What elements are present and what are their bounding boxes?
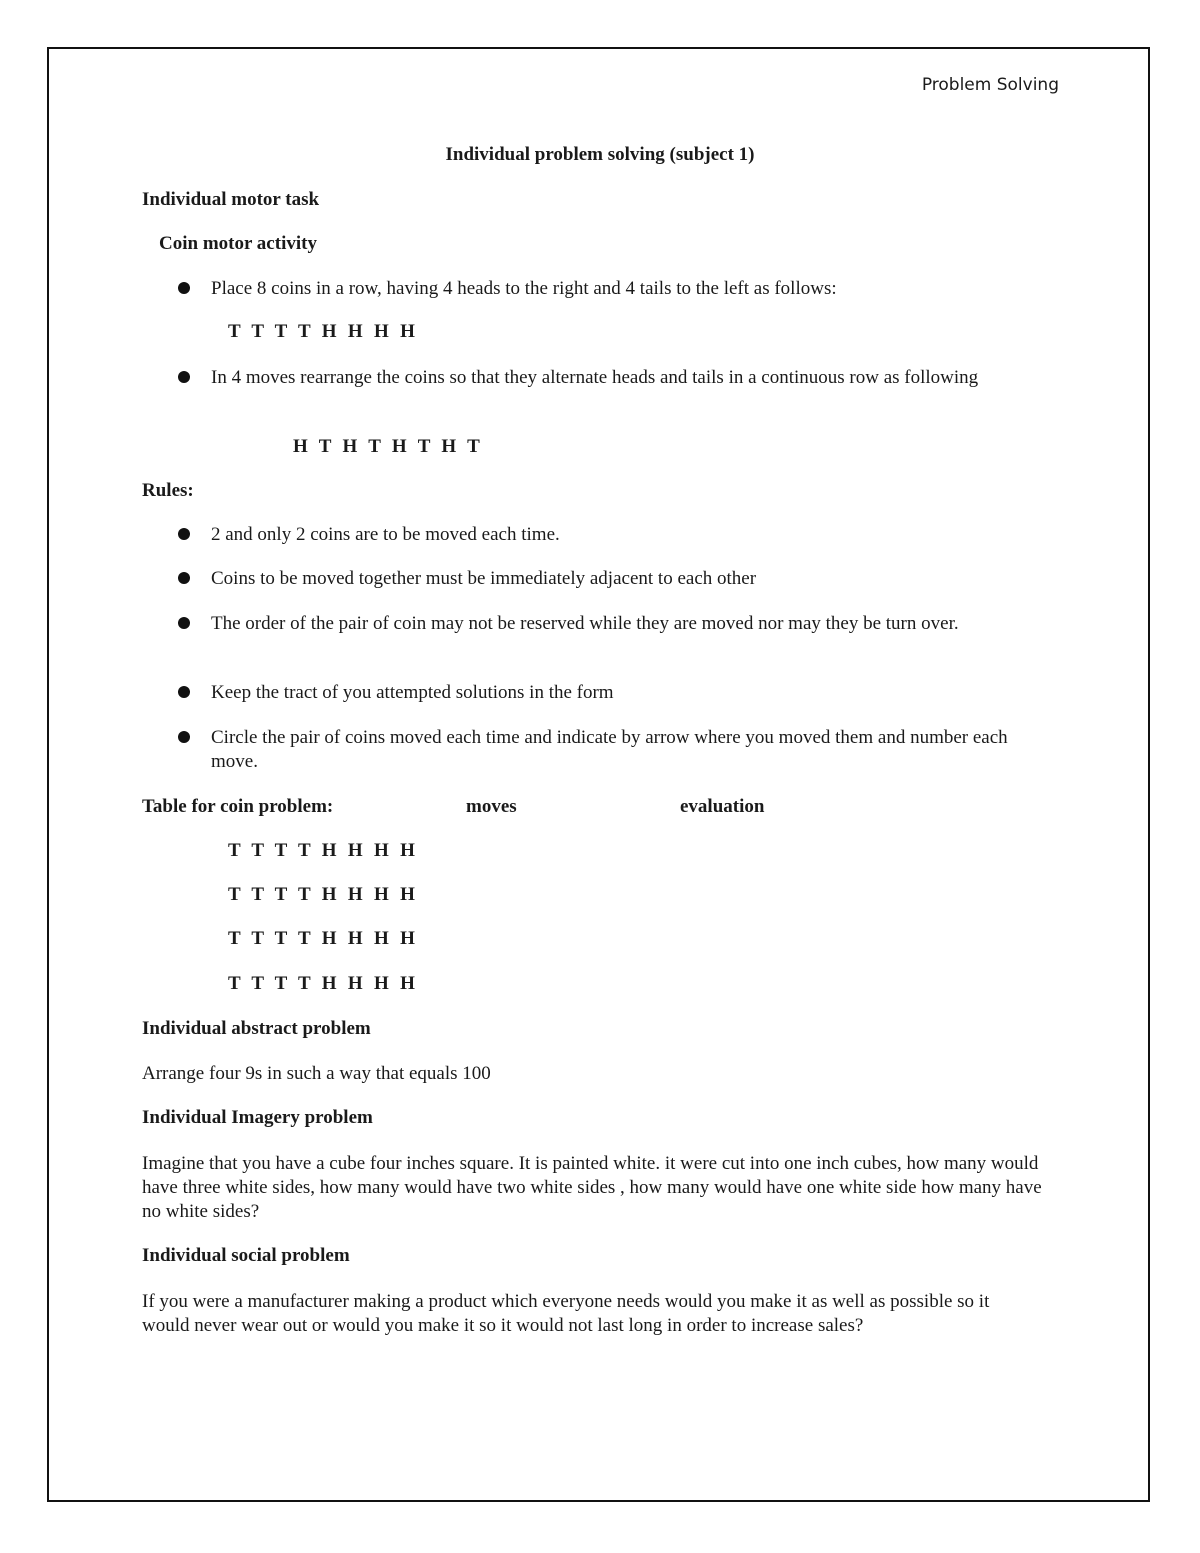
evaluation-column-header: evaluation: [680, 796, 765, 817]
moves-column-header: moves: [466, 796, 517, 817]
social-problem-text: If you were a manufacturer making a product which everyone needs would you make it as well as possible so it would never wear out or would you make it so it would not last long in order to increase sales?: [142, 1291, 990, 1336]
coin-table-row: T T T T H H H H: [228, 928, 419, 949]
bullet-dot: [178, 572, 190, 584]
rules-heading: Rules:: [142, 480, 194, 501]
coin-table-row: T T T T H H H H: [228, 884, 419, 905]
imagery-problem-heading: Individual Imagery problem: [142, 1107, 373, 1128]
motor-bullet-1: Place 8 coins in a row, having 4 heads to the right and 4 tails to the left as follows:: [211, 278, 837, 299]
coin-activity-subheading: Coin motor activity: [159, 233, 317, 254]
coin-table-row: T T T T H H H H: [228, 973, 419, 994]
target-coin-row: H T H T H T H T: [293, 436, 484, 457]
bullet-dot: [178, 617, 190, 629]
start-coin-row: T T T T H H H H: [228, 321, 419, 342]
imagery-problem-text: Imagine that you have a cube four inches square. It is painted white. it were cut into one inch cubes, how many would have three white sides, how many would have two white sides , how many would have one white side how many have no white sides?: [142, 1153, 1042, 1222]
bullet-dot: [178, 686, 190, 698]
abstract-problem-text: Arrange four 9s in such a way that equals 100: [142, 1063, 491, 1084]
social-problem-heading: Individual social problem: [142, 1245, 350, 1266]
running-header: Problem Solving: [921, 75, 1059, 95]
rule-item: The order of the pair of coin may not be reserved while they are moved nor may they be turn over.: [211, 613, 959, 634]
rule-item: Keep the tract of you attempted solutions in the form: [211, 682, 614, 703]
rule-item: 2 and only 2 coins are to be moved each time.: [211, 524, 560, 545]
coin-table-row: T T T T H H H H: [228, 840, 419, 861]
bullet-dot: [178, 282, 190, 294]
coin-table-label: Table for coin problem:: [142, 796, 334, 817]
document-title: Individual problem solving (subject 1): [445, 144, 755, 165]
motor-task-heading: Individual motor task: [142, 189, 320, 210]
rule-item: Coins to be moved together must be immediately adjacent to each other: [211, 568, 757, 589]
motor-bullet-2: In 4 moves rearrange the coins so that they alternate heads and tails in a continuous row as following: [211, 367, 979, 388]
abstract-problem-heading: Individual abstract problem: [142, 1018, 371, 1039]
bullet-dot: [178, 731, 190, 743]
page-border: [47, 47, 1150, 1502]
rule-item: Circle the pair of coins moved each time and indicate by arrow where you moved them and number each move.: [211, 727, 1008, 772]
bullet-dot: [178, 528, 190, 540]
bullet-dot: [178, 371, 190, 383]
